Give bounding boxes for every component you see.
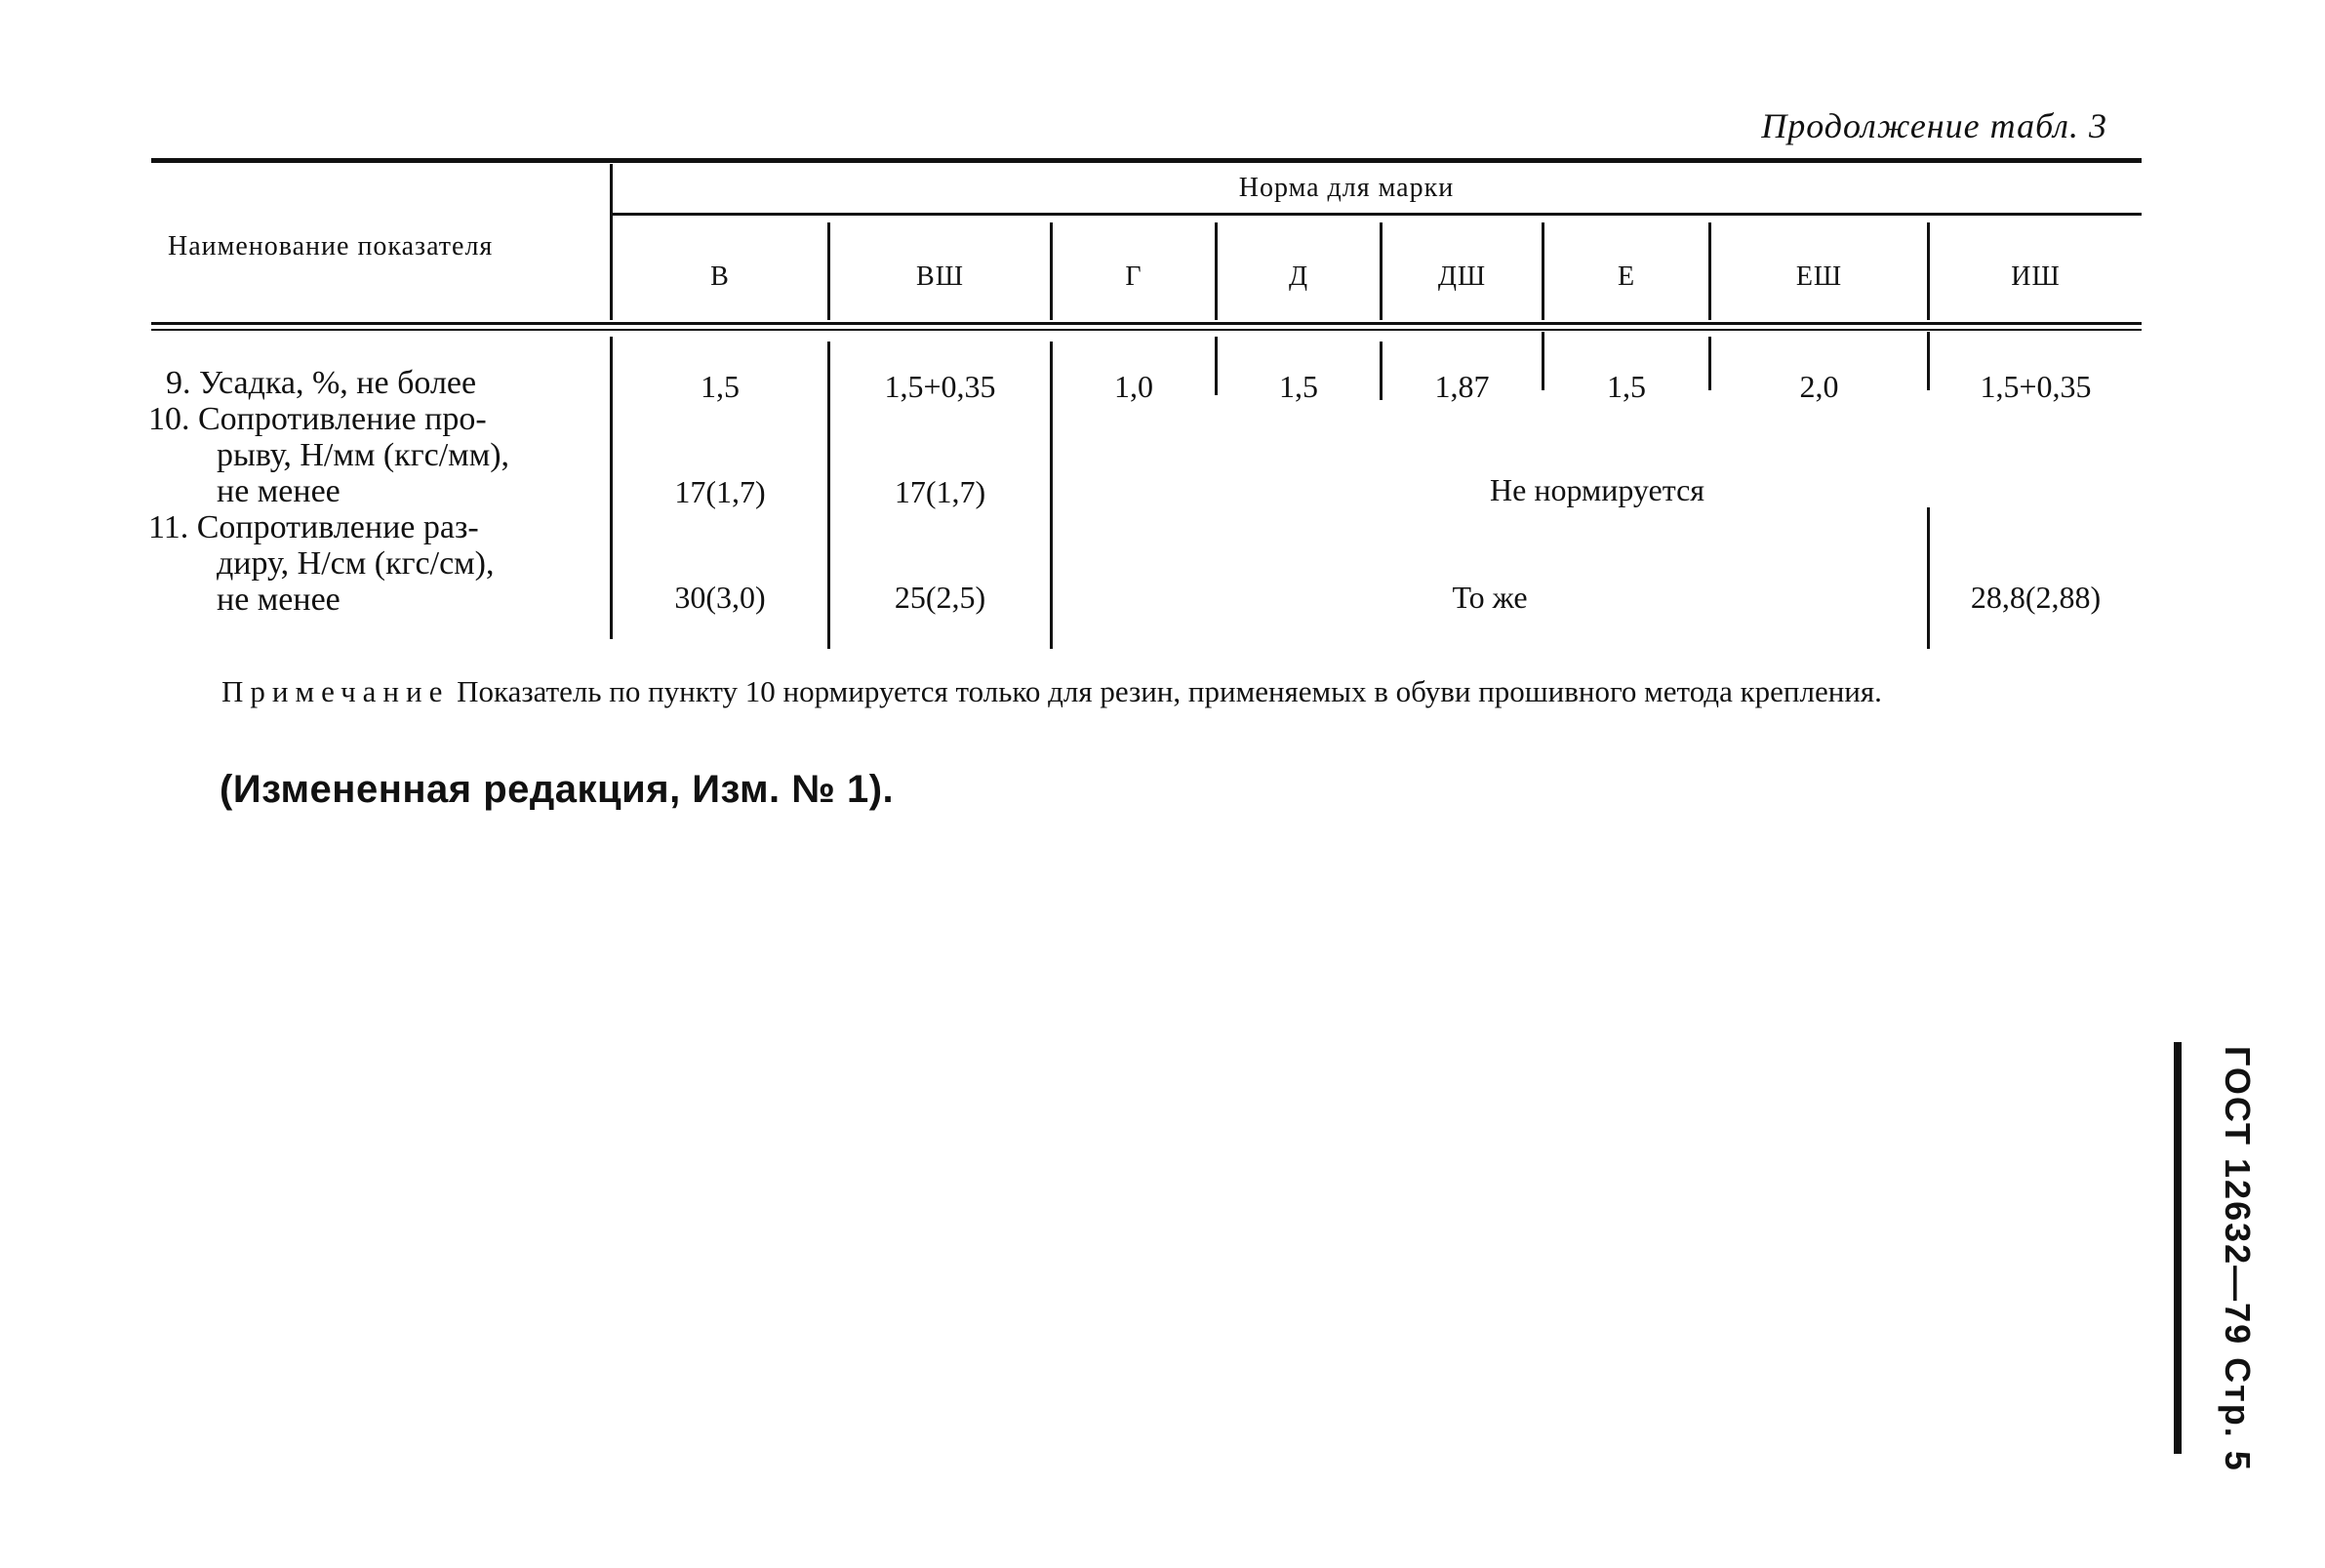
grade-header-dsh: ДШ <box>1437 261 1487 292</box>
cell-shrinkage-e: 1,5 <box>1607 369 1646 404</box>
cell-shrinkage-v: 1,5 <box>701 369 740 404</box>
amendment-notice: (Измененная редакция, Изм. № 1). <box>220 768 895 811</box>
cell-tear-resistance-vsh: 25(2,5) <box>894 580 986 615</box>
grade-header-vsh: ВШ <box>916 261 964 292</box>
cell-tear-through-vsh: 17(1,7) <box>894 474 986 509</box>
grade-header-ish: ИШ <box>2011 261 2061 292</box>
grade-header-g: Г <box>1125 261 1142 292</box>
cell-shrinkage-esh: 2,0 <box>1799 369 1839 404</box>
row-label-tear-resistance <box>148 509 495 618</box>
grade-header-v: В <box>710 261 730 292</box>
row-label-line: не менее <box>217 582 341 618</box>
row-label-shrinkage <box>166 365 476 401</box>
cell-shrinkage-ish: 1,5+0,35 <box>1980 369 2092 404</box>
indicator-column-header: Наименование показателя <box>168 231 494 261</box>
cell-shrinkage-d: 1,5 <box>1279 369 1318 404</box>
cell-tear-through-not-normalized: Не нормируется <box>1490 472 1704 507</box>
grade-header-e: Е <box>1617 261 1636 292</box>
grade-header-d: Д <box>1288 261 1309 292</box>
group-header-rule <box>613 213 2142 216</box>
table-continuation-caption: Продолжение табл. 3 <box>1761 106 2107 145</box>
cell-tear-through-v: 17(1,7) <box>674 474 766 509</box>
header-bottom-rule-1 <box>151 322 2142 325</box>
cell-shrinkage-dsh: 1,87 <box>1434 369 1490 404</box>
grade-group-header: Норма для марки <box>1238 173 1455 203</box>
cell-tear-resistance-same: То же <box>1452 580 1528 615</box>
note-label: Примечание <box>221 674 450 708</box>
row-label-tear-through <box>148 401 509 509</box>
row-label-line: 10. Сопротивление про- <box>148 401 487 437</box>
cell-tear-resistance-v: 30(3,0) <box>674 580 766 615</box>
page-footer-standard-number: ГОСТ 12632—79 Стр. 5 <box>2218 1046 2258 1472</box>
header-bottom-rule-2 <box>151 329 2142 331</box>
body-divider-esh-ish-row11 <box>1927 507 1930 649</box>
cell-shrinkage-vsh: 1,5+0,35 <box>884 369 996 404</box>
table-note <box>151 673 2142 710</box>
row-label-line: 11. Сопротивление раз- <box>148 509 479 545</box>
table-top-rule <box>151 158 2142 163</box>
note-text: Показатель по пункту 10 нормируется только для резин, применяемых в обуви прошивного метода крепления. <box>457 674 1882 708</box>
page-footer-rule <box>2174 1042 2182 1454</box>
grade-header-esh: ЕШ <box>1795 261 1843 292</box>
row-label-line: диру, Н/см (кгс/см), <box>217 545 495 582</box>
row-label-line: не менее <box>217 473 341 509</box>
row-label-line: рыву, Н/мм (кгс/мм), <box>217 437 510 473</box>
indicator-column-divider <box>610 164 613 320</box>
cell-tear-resistance-ish: 28,8(2,88) <box>1970 580 2102 615</box>
row-label-line: 9. Усадка, %, не более <box>166 365 477 401</box>
cell-shrinkage-g: 1,0 <box>1114 369 1153 404</box>
